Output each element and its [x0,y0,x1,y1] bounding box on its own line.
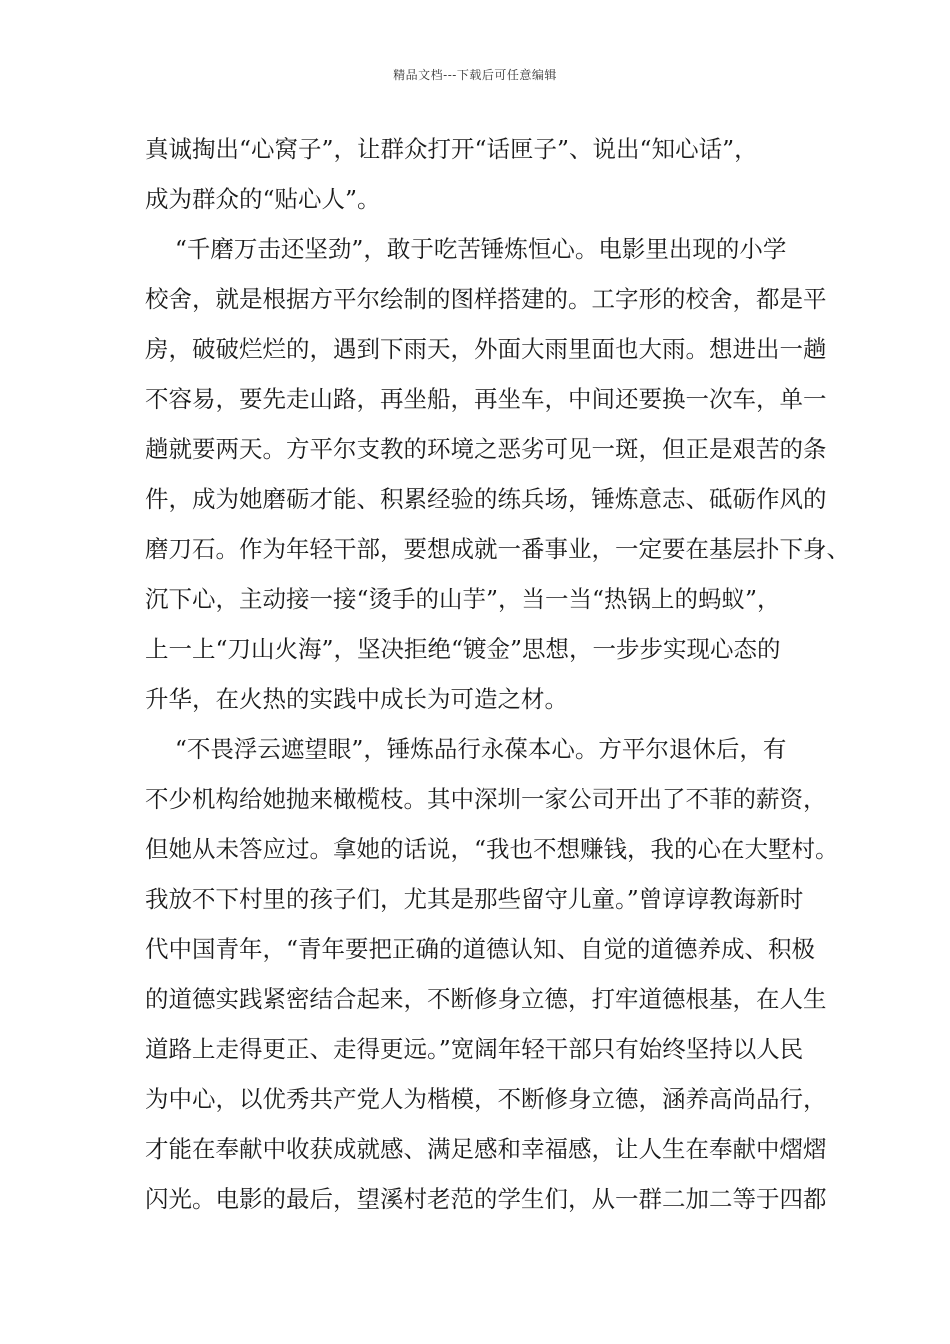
text-line: 我放不下村里的孩子们，尤其是那些留守儿童。”曾谆谆教诲新时 [145,885,804,913]
text-line: 不容易，要先走山路，再坐船，再坐车，中间还要换一次车，单一 [145,385,827,413]
text-line: 道路上走得更正、走得更远。”宽阔年轻干部只有始终坚持以人民 [145,1035,804,1063]
text-line: 磨刀石。作为年轻干部，要想成就一番事业，一定要在基层扑下身、 [145,535,850,563]
text-line: 不少机构给她抛来橄榄枝。其中深圳一家公司开出了不菲的薪资， [145,785,827,813]
text-line: 为中心，以优秀共产党人为楷模，不断修身立德，涵养高尚品行， [145,1085,827,1113]
text-line: 沉下心，主动接一接“烫手的山芋”，当一当“热锅上的蚂蚁”， [145,585,781,613]
text-line: 校舍，就是根据方平尔绘制的图样搭建的。工字形的校舍，都是平 [145,285,827,313]
document-body [145,132,850,1232]
text-line: 的道德实践紧密结合起来，不断修身立德，打牢道德根基，在人生 [145,985,827,1013]
text-line: 上一上“刀山火海”，坚决拒绝“镀金”思想，一步步实现心态的 [145,635,781,663]
text-line: 代中国青年，“青年要把正确的道德认知、自觉的道德养成、积极 [145,935,816,963]
text-line: 房，破破烂烂的，遇到下雨天，外面大雨里面也大雨。想进出一趟 [145,335,827,363]
text-line: 成为群众的“贴心人”。 [145,185,381,213]
page-header: 精品文档---下载后可任意编辑 [393,68,557,82]
text-line: 才能在奉献中收获成就感、满足感和幸福感，让人生在奉献中熠熠 [145,1135,827,1163]
text-line: “千磨万击还坚劲”，敢于吃苦锤炼恒心。电影里出现的小学 [145,235,787,263]
text-line: 但她从未答应过。拿她的话说，“我也不想赚钱，我的心在大墅村。 [145,835,839,863]
text-line: “不畏浮云遮望眼”，锤炼品行永葆本心。方平尔退休后，有 [145,735,787,763]
text-line: 真诚掏出“心窝子”，让群众打开“话匣子”、说出“知心话”， [145,135,758,163]
text-line: 闪光。电影的最后，望溪村老范的学生们，从一群二加二等于四都 [145,1185,827,1213]
text-line: 件，成为她磨砺才能、积累经验的练兵场，锤炼意志、砥砺作风的 [145,485,827,513]
text-line: 趟就要两天。方平尔支教的环境之恶劣可见一斑，但正是艰苦的条 [145,435,827,463]
text-line: 升华，在火热的实践中成长为可造之材。 [145,685,568,713]
